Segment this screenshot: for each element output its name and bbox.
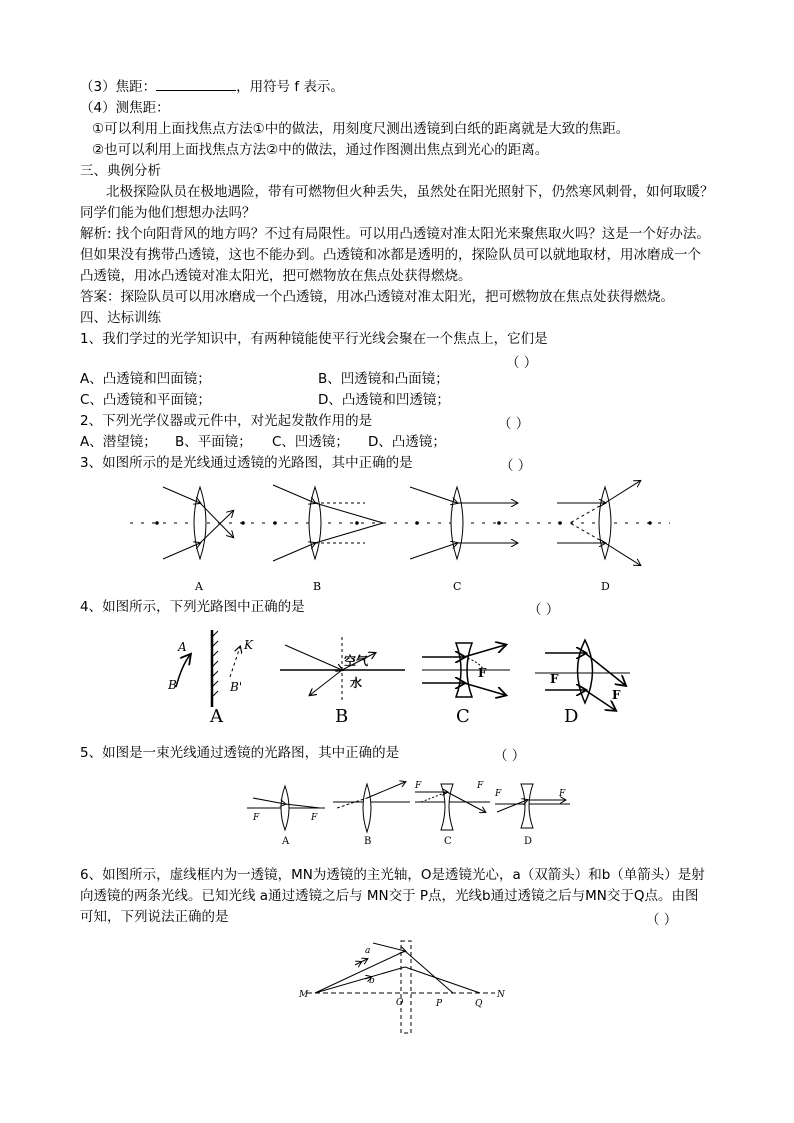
method-1: ①可以利用上面找焦点方法①中的做法，用刻度尺测出透镜到白纸的距离就是大致的焦距。 bbox=[92, 121, 630, 137]
q2-option-b: B、平面镜； bbox=[175, 434, 252, 450]
q2-option-d: D、凸透镜； bbox=[368, 434, 446, 450]
answer-line: 答案：探险队员可以用冰磨成一个凸透镜，用冰凸透镜对准太阳光，把可燃物放在焦点处获得燃烧。 bbox=[80, 289, 674, 305]
q4-figure bbox=[160, 625, 640, 725]
q1-option-b: B、凹透镜和凸面镜； bbox=[318, 371, 449, 387]
q5a-focus-left: F bbox=[253, 813, 260, 823]
item-3-focal-length: （3）焦距： ，用符号 f 表示。 bbox=[80, 79, 344, 95]
q3-figure bbox=[125, 475, 685, 595]
q1-answer-bracket[interactable]: （ ） bbox=[506, 355, 538, 371]
q4-label-c: C bbox=[456, 706, 470, 727]
q5-label-c: C bbox=[444, 836, 452, 847]
q6-point-n: N bbox=[497, 990, 505, 1000]
q5-diagram-b bbox=[333, 782, 410, 847]
q1-option-d: D、凸透镜和凹透镜； bbox=[318, 392, 450, 408]
question-6-line-1: 6、如图所示，虚线框内为一透镜，MN为透镜的主光轴，O是透镜光心，a（双箭头）和b（单箭头）是射 bbox=[80, 867, 705, 883]
method-2: ②也可以利用上面找焦点方法②中的做法，通过作图测出焦点到光心的距离。 bbox=[92, 142, 549, 158]
q4-label-a: A bbox=[210, 706, 223, 727]
question-4: 4、如图所示，下列光路图中正确的是 bbox=[80, 599, 305, 615]
analysis-line-2: 但如果没有携带凸透镜，这也不能办到。凸透镜和冰都是透明的，探险队员可以就地取材，用冰磨成一个 bbox=[80, 247, 701, 263]
q5-diagram-d bbox=[494, 784, 570, 847]
q5-figure bbox=[245, 778, 575, 848]
q6-ray-b: b bbox=[369, 976, 375, 986]
q3-diagram-c bbox=[410, 487, 517, 593]
q4-answer-bracket[interactable]: （ ） bbox=[528, 602, 560, 618]
analysis-line-1: 解析: 找个向阳背风的地方吗？不过有局限性。可以用凸透镜对准太阳光来聚焦取火吗？这是一个好办法。 bbox=[80, 226, 710, 242]
q4-diagram-c bbox=[422, 643, 510, 727]
q4-diagram-d bbox=[535, 640, 630, 727]
q3-label-c: C bbox=[453, 580, 462, 593]
q6-point-q: Q bbox=[475, 999, 483, 1009]
example-question-line-1: 北极探险队员在极地遇险，带有可燃物但火种丢失，虽然处在阳光照射下，仍然寒风刺骨，如何取暖？ bbox=[106, 184, 714, 200]
q5d-focus-left: F bbox=[495, 789, 502, 799]
q3-label-a: A bbox=[195, 580, 203, 593]
q3-answer-bracket[interactable]: （ ） bbox=[500, 458, 532, 474]
q4d-focus-right: F bbox=[612, 688, 621, 702]
example-question-line-2: 同学们能为他们想想办法吗？ bbox=[80, 205, 256, 221]
q5c-focus-left: F bbox=[415, 781, 422, 791]
q6-figure bbox=[295, 935, 515, 1040]
q1-option-a: A、凸透镜和凹面镜； bbox=[80, 371, 211, 387]
question-3: 3、如图所示的是光线通过透镜的光路图，其中正确的是 bbox=[80, 455, 413, 471]
q6-optical-center-o: O bbox=[396, 998, 404, 1008]
q4-label-b: B bbox=[335, 706, 349, 727]
q5c-focus-right: F bbox=[477, 781, 484, 791]
q4a-point-b: B bbox=[168, 678, 177, 692]
section-4-heading: 四、达标训练 bbox=[80, 310, 161, 326]
q4-diagram-b bbox=[280, 637, 405, 727]
q6-point-p: P bbox=[436, 999, 443, 1009]
q6-answer-bracket[interactable]: （ ） bbox=[646, 912, 678, 928]
question-1: 1、我们学过的光学知识中，有两种镜能使平行光线会聚在一个焦点上，它们是 bbox=[80, 331, 548, 347]
q5a-focus-right: F bbox=[311, 813, 318, 823]
q4a-point-k: K bbox=[244, 638, 253, 652]
q6-point-m: M bbox=[299, 990, 309, 1000]
question-6-line-3: 可知，下列说法正确的是 bbox=[80, 909, 229, 925]
q4b-water-label: 水 bbox=[350, 676, 363, 690]
answer-blank[interactable] bbox=[156, 78, 236, 91]
q5d-focus-right: F bbox=[559, 789, 566, 799]
question-5: 5、如图是一束光线通过透镜的光路图，其中正确的是 bbox=[80, 745, 400, 761]
question-2: 2、下列光学仪器或元件中，对光起发散作用的是 bbox=[80, 413, 373, 429]
q5-answer-bracket[interactable]: （ ） bbox=[494, 748, 526, 764]
q4a-point-a: A bbox=[178, 640, 187, 654]
item-4-measure-focal: （4）测焦距： bbox=[80, 100, 170, 116]
q3-diagram-d bbox=[557, 481, 652, 593]
q2-option-a: A、潜望镜； bbox=[80, 434, 157, 450]
q4b-air-label: 空气 bbox=[344, 654, 369, 668]
q4c-focus-label: F bbox=[478, 666, 487, 680]
q4d-focus-left: F bbox=[550, 672, 559, 686]
q3-diagram-b bbox=[273, 485, 383, 593]
analysis-line-3: 凸透镜，用冰凸透镜对准太阳光，把可燃物放在焦点处获得燃烧。 bbox=[80, 268, 472, 284]
q3-diagram-a bbox=[155, 487, 245, 593]
q5-diagram-a bbox=[247, 786, 325, 847]
q6-ray-a: a bbox=[365, 946, 371, 956]
section-3-heading: 三、典例分析 bbox=[80, 163, 161, 179]
q2-answer-bracket[interactable]: （ ） bbox=[498, 416, 530, 432]
q4-label-d: D bbox=[564, 706, 579, 727]
q4-diagram-a bbox=[167, 630, 254, 727]
question-6-line-2: 向透镜的两条光线。已知光线 a通过透镜之后与 MN交于 P点，光线b通过透镜之后与MN交于Q点。由图 bbox=[80, 888, 699, 904]
q1-option-c: C、凸透镜和平面镜； bbox=[80, 392, 211, 408]
q3-label-b: B bbox=[313, 580, 322, 593]
q2-option-c: C、凹透镜； bbox=[272, 434, 349, 450]
q5-label-a: A bbox=[282, 836, 290, 847]
q4a-point-b-prime: B' bbox=[230, 680, 243, 694]
q5-diagram-c bbox=[414, 781, 490, 847]
q3-label-d: D bbox=[601, 580, 610, 593]
q5-label-b: B bbox=[364, 836, 372, 847]
q5-label-d: D bbox=[524, 836, 533, 847]
